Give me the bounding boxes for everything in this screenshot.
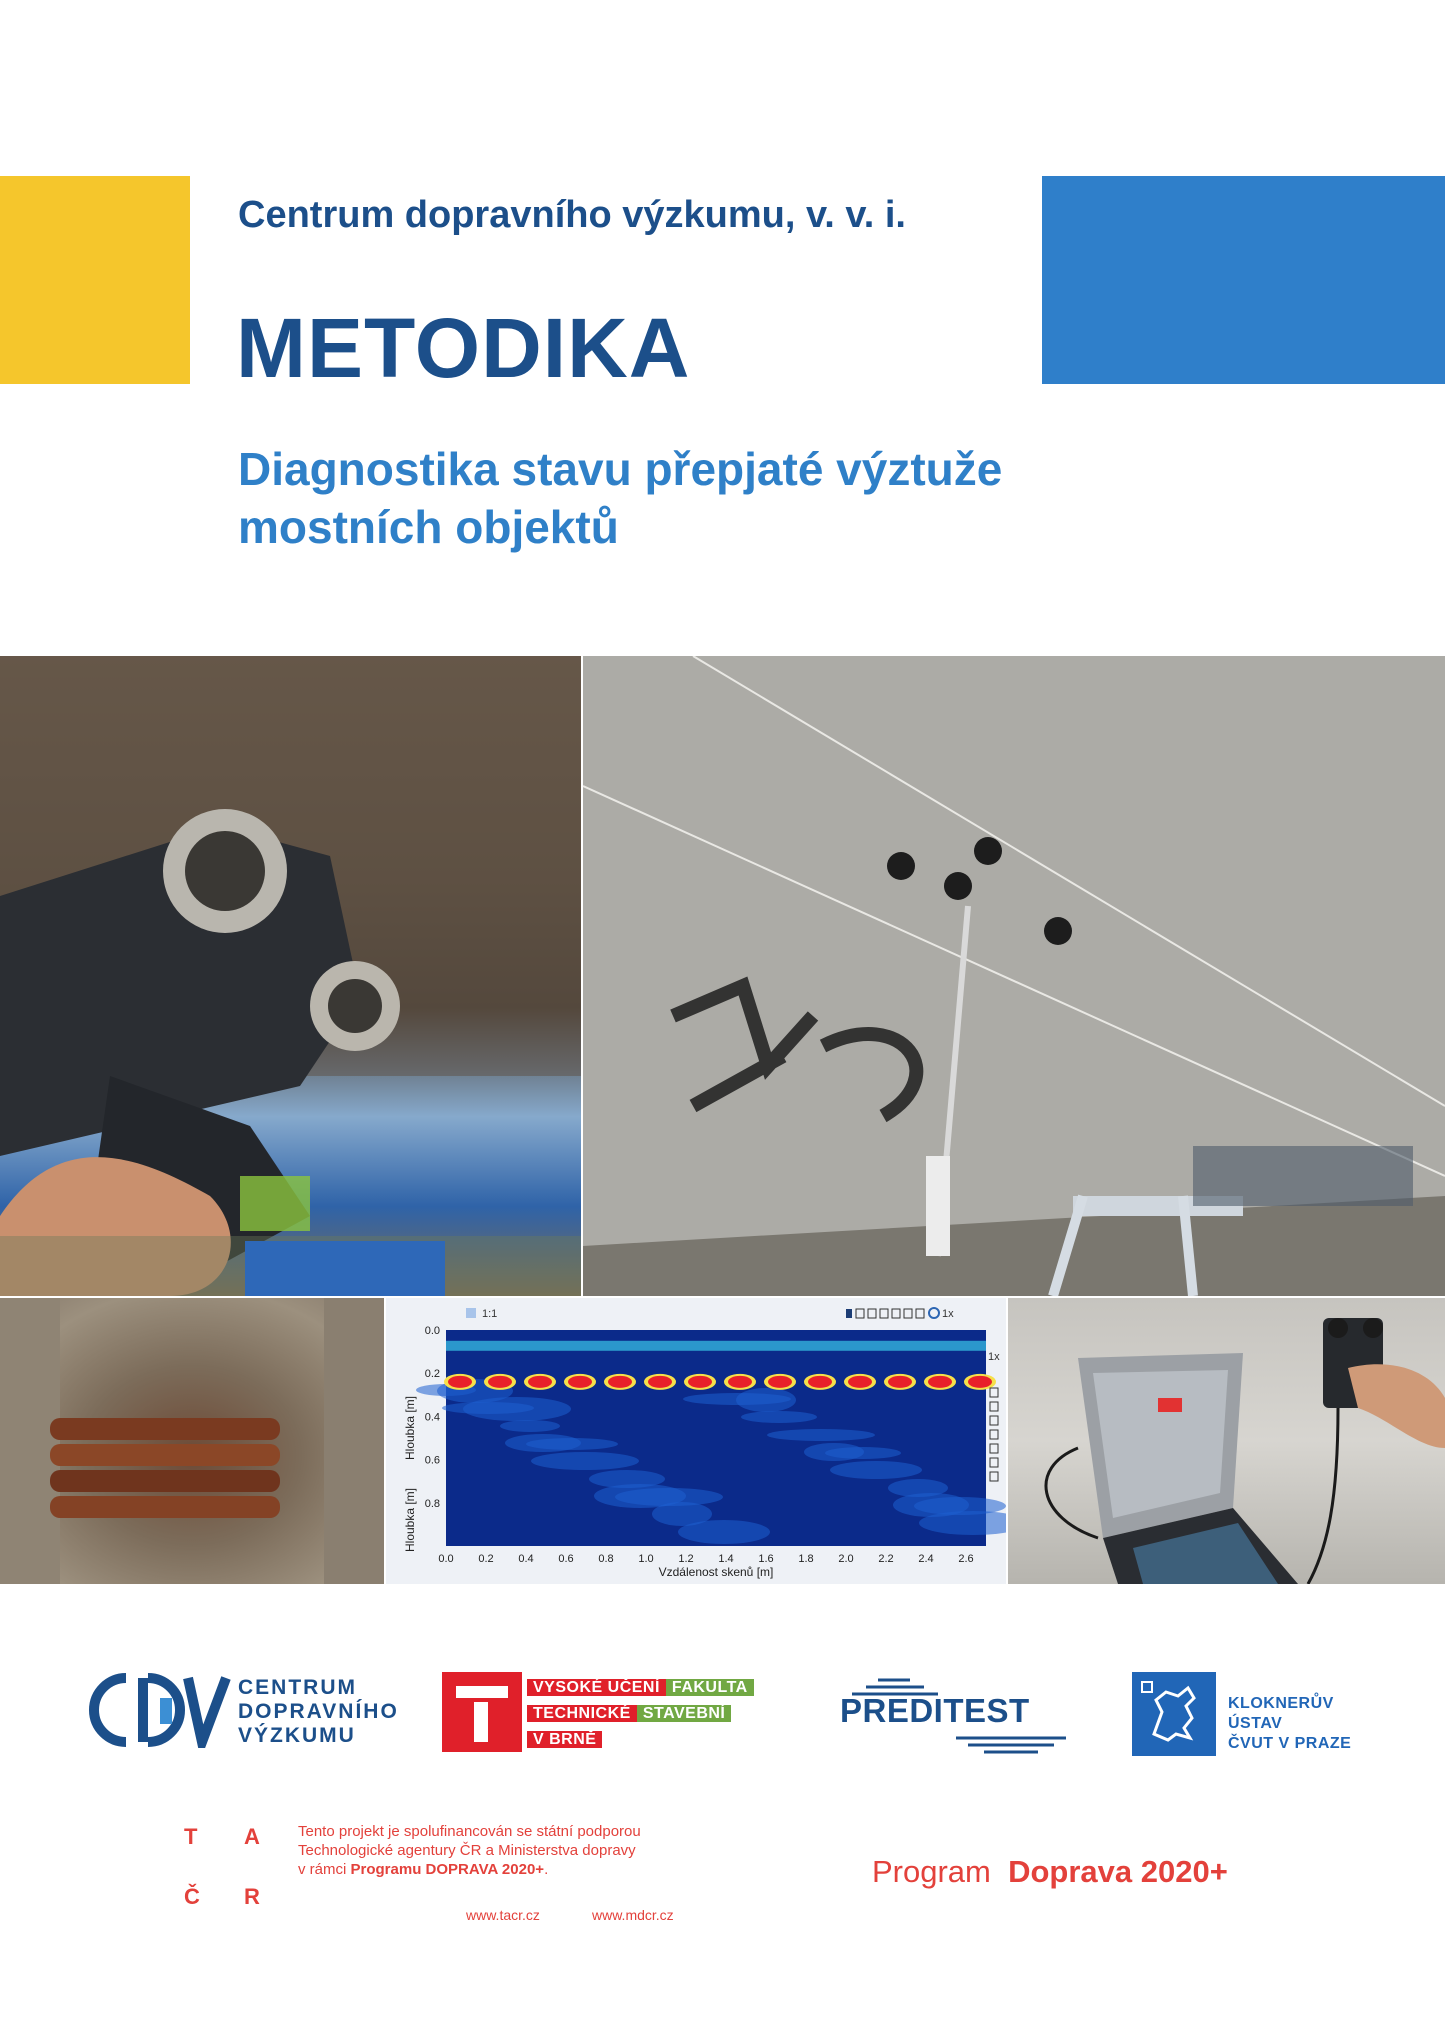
radar-reflection [768,1376,792,1388]
vut-row2 [527,1702,731,1726]
device-illustration [1008,1298,1445,1584]
yellow-accent-block [0,176,190,384]
radar-reflection [528,1376,552,1388]
radar-y-ticks [425,1325,440,1510]
radar-reflection [728,1376,752,1388]
radar-x-tick-label: 0.6 [558,1553,574,1565]
vut-row3-a: V BRNĚ [527,1731,602,1748]
radar-x-tick-label: 2.2 [878,1553,894,1565]
radar-x-tick-label: 0.8 [598,1553,614,1565]
radar-reflection [568,1376,592,1388]
radar-reflection [688,1376,712,1388]
klok-line2: ÚSTAV [1228,1715,1283,1732]
blue-accent-block [1042,176,1445,384]
radar-surface-reflection [446,1341,986,1351]
radar-texture-band [589,1470,665,1488]
radar-y-tick-label: 0.4 [424,1411,440,1424]
radar-texture-band [914,1497,1006,1515]
radar-x-tick-label: 1.4 [718,1553,734,1565]
funding-line2: Technologické agentury ČR a Ministerstva dopravy [298,1842,636,1859]
cdv-line2: DOPRAVNÍHO [238,1700,399,1723]
radar-reflection [968,1376,992,1388]
radar-texture-band [741,1411,817,1423]
photo-bridge-underside [583,656,1445,1296]
radar-x-ticks [438,1553,973,1565]
funding-line3-post: . [544,1861,549,1878]
radar-y-label: Hloubka [m] [403,1395,417,1461]
tendons-illustration [0,1298,384,1584]
tacr-logo-a: A [244,1824,260,1849]
vut-row1 [527,1676,754,1700]
radar-reflection [928,1376,952,1388]
cdv-logo-icon [86,1672,236,1748]
scanner-illustration [0,656,581,1296]
radar-chart-panel [386,1298,1006,1584]
radar-y-tick-label: 0.0 [424,1325,440,1337]
tacr-logo-c: Č [184,1884,200,1909]
radar-zoom-label: 1x [942,1308,954,1320]
radar-reflection [648,1376,672,1388]
radar-x-tick-label: 0.2 [478,1553,494,1565]
radar-texture-band [830,1461,922,1479]
program-label [872,1854,1228,1890]
document-title-line1: Diagnostika stavu přepjaté výztuže [238,443,1003,495]
radar-x-tick-label: 2.4 [918,1553,934,1565]
vut-row1-a: VYSOKÉ UČENÍ [527,1679,666,1696]
organization-name: Centrum dopravního výzkumu, v. v. i. [238,194,906,236]
radar-x-tick-label: 2.6 [958,1553,974,1565]
klok-line3: ČVUT V PRAZE [1228,1735,1352,1752]
radar-y-label-2: Hloubka [m] [403,1487,417,1553]
radar-texture-band [531,1452,639,1470]
radar-zoom-side-label: 1x [988,1351,1000,1363]
radar-texture-band [736,1388,796,1412]
side-scale-icons [990,1388,998,1481]
radar-x-tick-label: 1.6 [758,1553,774,1565]
funding-line3 [298,1860,718,1879]
radar-reflection [808,1376,832,1388]
czech-lion-emblem-icon [1132,1672,1216,1756]
program-word: Program [872,1854,991,1889]
radar-x-tick-label: 0.4 [518,1553,534,1565]
checkbox-icon[interactable] [466,1308,476,1318]
funding-line1: Tento projekt je spolufinancován se státní podporou [298,1823,641,1840]
cdv-line3: VÝZKUMU [238,1724,356,1747]
radar-y-tick-label: 0.2 [424,1368,440,1381]
radar-reflection [888,1376,912,1388]
vut-row3 [527,1728,602,1752]
document-title-line2: mostních objektů [238,501,619,553]
photo-handheld-scanner [0,656,581,1296]
radar-texture-band [615,1488,723,1506]
vut-logo-icon [442,1672,522,1752]
link-mdcr[interactable]: www.mdcr.cz [592,1907,674,1923]
radar-texture-band [678,1520,770,1544]
cdv-logo-text [238,1676,399,1748]
zoom-icon[interactable] [929,1308,939,1318]
cdv-line1: CENTRUM [238,1676,357,1699]
vut-row2-a: TECHNICKÉ [527,1705,637,1722]
radar-x-tick-label: 1.0 [638,1553,654,1565]
radar-chart-svg [386,1298,1006,1584]
link-tacr[interactable]: www.tacr.cz [466,1907,540,1923]
bridge-illustration [583,656,1445,1296]
radar-texture-band [526,1438,618,1450]
radar-texture-band [463,1397,571,1421]
radar-x-tick-label: 0.0 [438,1553,454,1565]
radar-ratio-label: 1:1 [482,1308,498,1320]
klok-line1: KLOKNERŮV [1228,1695,1334,1712]
klokner-logo-text [1228,1694,1351,1754]
funding-program-name: Programu DOPRAVA 2020+ [350,1861,545,1878]
radar-reflection [848,1376,872,1388]
color-scale-icons [846,1309,924,1318]
preditest-logo-text: PREDITEST [840,1692,1030,1729]
radar-x-tick-label: 1.2 [678,1553,694,1565]
radar-reflection [448,1376,472,1388]
radar-texture-band [767,1429,875,1441]
radar-x-tick-label: 2.0 [838,1553,854,1565]
tacr-logo-t: T [184,1824,198,1849]
funding-statement [298,1822,718,1879]
radar-reflection [488,1376,512,1388]
document-title [238,440,1138,556]
radar-y-tick-label: 0.6 [424,1454,440,1467]
radar-texture-band [500,1420,560,1432]
vut-row1-b: FAKULTA [666,1679,754,1696]
radar-texture-band [825,1447,901,1459]
program-name: Doprava 2020+ [1008,1854,1228,1889]
photo-gpr-device [1008,1298,1445,1584]
funding-line3-pre: v rámci [298,1861,347,1878]
radar-y-tick-label: 0.8 [424,1497,440,1510]
radar-x-tick-label: 1.8 [798,1553,814,1565]
radar-x-label: Vzdálenost skenů [m] [658,1565,774,1579]
radar-reflection [608,1376,632,1388]
document-type: METODIKA [236,301,691,395]
tacr-logo-r: R [244,1884,260,1909]
vut-row2-b: STAVEBNÍ [637,1705,732,1722]
photo-corroded-tendons [0,1298,384,1584]
radar-texture-band [888,1479,948,1497]
